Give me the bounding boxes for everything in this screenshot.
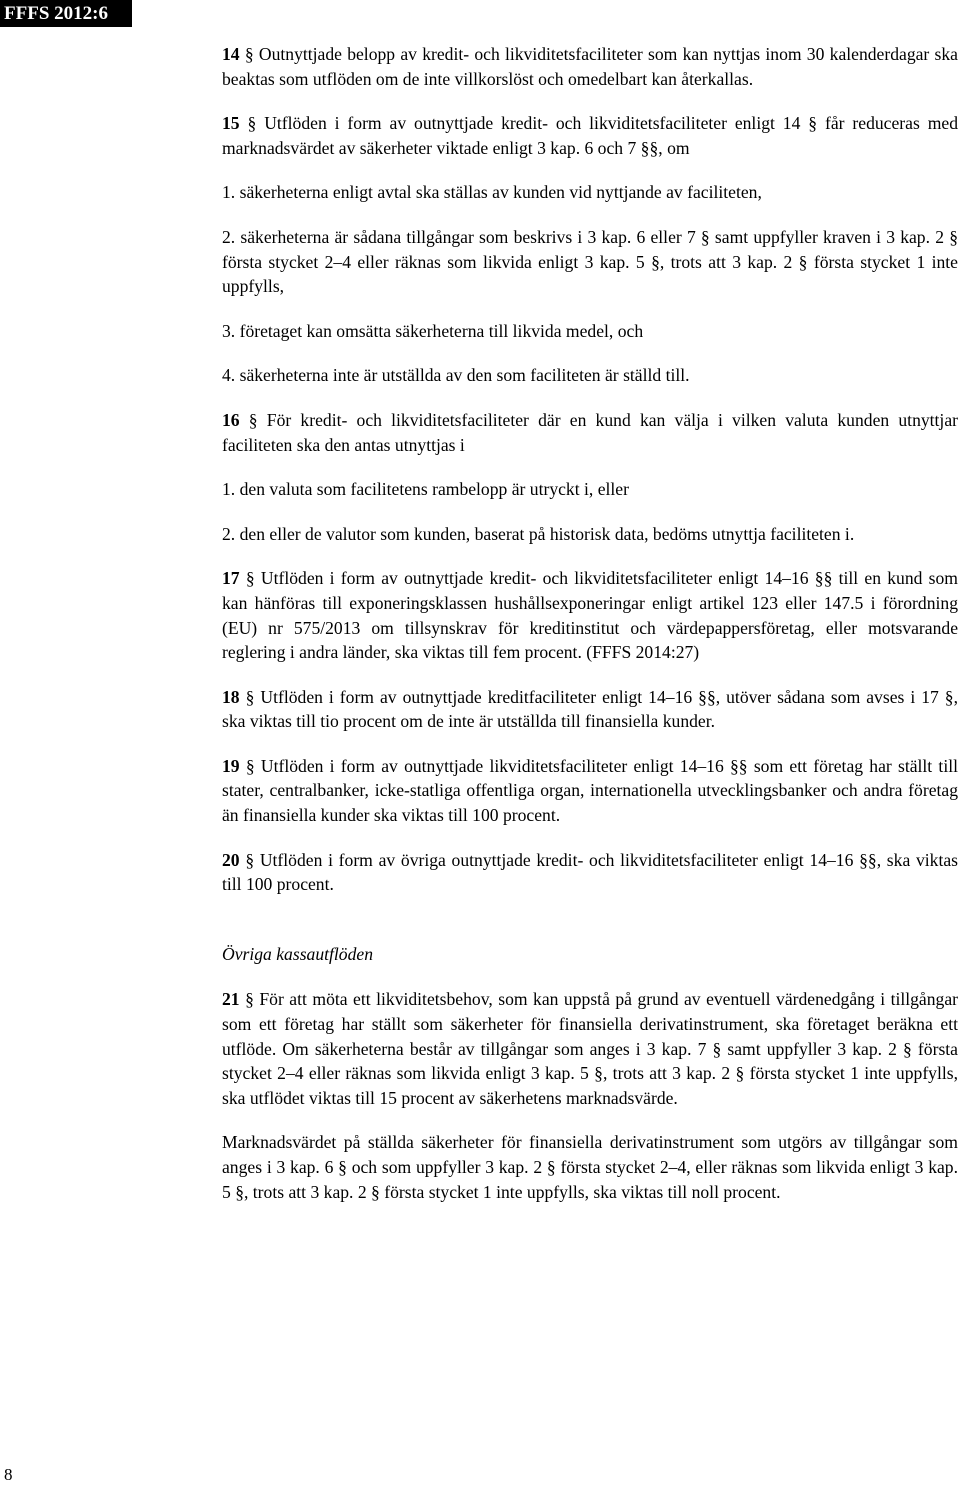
- document-body: [222, 42, 958, 1224]
- section-14: [222, 42, 958, 91]
- list-item-text: 2. säkerheterna är sådana tillgångar som beskrivs i 3 kap. 6 eller 7 § samt uppfyller kraven i 3 kap. 2 § första stycket 2–4 eller räknas som likvida enligt 3 kap. 5 §, trots att 3 kap. 2 § första stycket 1 inte uppfylls,: [222, 226, 958, 297]
- list-item-text: 4. säkerheterna inte är utställda av den som faciliteten är ställd till.: [222, 365, 690, 386]
- section-number: 16: [222, 409, 240, 430]
- list-item-text: 1. den valuta som facilitetens rambelopp är utryckt i, eller: [222, 479, 629, 500]
- list-item-text: 2. den eller de valutor som kunden, baserat på historisk data, bedöms utnyttja faciliteten i.: [222, 523, 855, 544]
- section-text: § För kredit- och likviditetsfaciliteter där en kund kan välja i vilken valuta kunden utnyttjar faciliteten ska den antas utnyttjas i: [222, 409, 958, 455]
- section-text: § För att möta ett likviditetsbehov, som kan uppstå på grund av eventuell värdenedgång i tillgångar som ett företag har ställt som säkerheter för finansiella derivatinstrument, ska företaget beräkna ett utflöde. Om säkerheterna består av tillgångar som anges i 3 kap. 7 § samt uppfyller 3 kap. 2 § första stycket 2–4 eller räknas som likvida enligt 3 kap. 5 §, trots att 3 kap. 2 § första stycket 1 inte uppfylls, ska utflödet viktas till 15 procent av säkerhetens marknadsvärde.: [222, 989, 959, 1108]
- section-text: § Utflöden i form av outnyttjade kreditfaciliteter enligt 14–16 §§, utöver sådana som avses i 17 §, ska viktas till tio procent om de inte är utställda till finansiella kunder.: [222, 686, 958, 732]
- section-18: [222, 685, 958, 734]
- section-number: 17: [222, 568, 240, 589]
- section-number: 14: [222, 44, 240, 64]
- section-20: [222, 848, 958, 897]
- page-number: 8: [4, 1465, 13, 1484]
- section-15: [222, 111, 958, 160]
- list-item: [222, 363, 958, 388]
- section-21: [222, 987, 958, 1110]
- section-17: [222, 566, 958, 664]
- section-number: 18: [222, 686, 240, 707]
- section-text: § Outnyttjade belopp av kredit- och likviditetsfaciliteter som kan nyttjas inom 30 kalenderdagar ska beaktas som utflöden om de inte villkorslöst och omedelbart kan återkallas.: [222, 44, 958, 89]
- list-item: [222, 522, 958, 547]
- paragraph: [222, 1130, 958, 1204]
- list-item-text: 1. säkerheterna enligt avtal ska ställas av kunden vid nyttjande av faciliteten,: [222, 182, 762, 203]
- section-19: [222, 754, 958, 828]
- list-item-text: 3. företaget kan omsätta säkerheterna till likvida medel, och: [222, 320, 644, 341]
- section-heading: Övriga kassautflöden: [222, 943, 373, 964]
- section-text: § Utflöden i form av övriga outnyttjade kredit- och likviditetsfaciliteter enligt 14–16 §§, ska viktas till 100 procent.: [222, 849, 958, 895]
- list-item: [222, 319, 958, 344]
- list-item: [222, 180, 958, 205]
- document-header: FFFS 2012:6: [0, 0, 132, 27]
- amendment-reference: (FFFS 2014:27): [581, 642, 700, 663]
- section-number: 19: [222, 755, 240, 776]
- list-item: [222, 225, 958, 299]
- section-16: [222, 408, 958, 457]
- section-text: § Utflöden i form av outnyttjade likviditetsfaciliteter enligt 14–16 §§ som ett företag har ställt till stater, centralbanker, icke-statliga offentliga organ, internationella utvecklingsbanker och andra företag än finansiella kunder ska viktas till 100 procent.: [222, 755, 958, 826]
- section-number: 21: [222, 989, 240, 1010]
- section-number: 20: [222, 849, 240, 870]
- paragraph-text: Marknadsvärdet på ställda säkerheter för finansiella derivatinstrument som utgörs av tillgångar som anges i 3 kap. 6 § och som uppfyller 3 kap. 2 § första stycket 2–4, eller räknas som likvida enligt 3 kap. 5 §, trots att 3 kap. 2 § första stycket 1 inte uppfylls, ska viktas till noll procent.: [222, 1132, 958, 1202]
- section-text: § Utflöden i form av outnyttjade kredit- och likviditetsfaciliteter enligt 14–16 §§ till en kund som kan hänföras till exponeringsklassen hushållsexponeringar enligt artikel 123 eller 147.5 i förordning (EU) nr 575/2013 om tillsynskrav för kreditinstitut och värdepappersföretag, eller motsvarande reglering i andra länder, ska viktas till fem procent.: [222, 568, 958, 663]
- list-item: [222, 477, 958, 502]
- section-number: 15: [222, 113, 240, 134]
- section-text: § Utflöden i form av outnyttjade kredit- och likviditetsfaciliteter enligt 14 § får reduceras med marknadsvärdet av säkerheter viktade enligt 3 kap. 6 och 7 §§, om: [222, 113, 958, 158]
